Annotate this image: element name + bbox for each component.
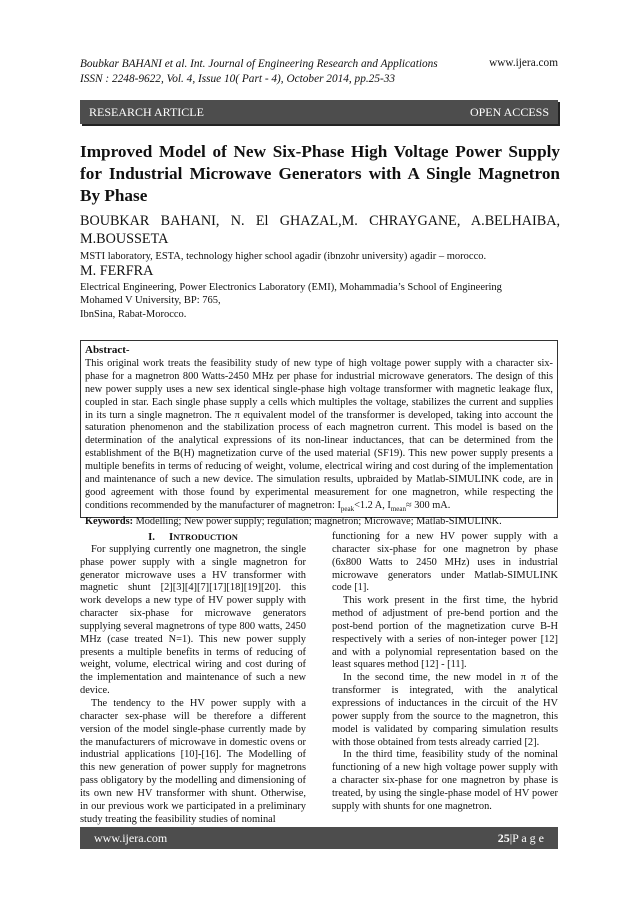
page-footer [80,827,558,849]
section-heading-introduction [80,531,306,544]
section-title-initial: I [169,531,174,543]
affiliation-2 [80,281,560,321]
header-website-link[interactable]: www.ijera.com [489,57,558,69]
author-list-1: BOUBKAR BAHANI, N. El GHAZAL,M. CHRAYGANE, A.BELHAIBA, M.BOUSSETA [80,213,560,247]
abstract-text-end: ≈ 300 mA. [406,499,451,511]
keywords-label: Keywords: [85,515,134,527]
abstract-box [80,340,558,527]
paper-title: Improved Model of New Six-Phase High Voltage Power Supply for Industrial Microwave Generators with A Single Magnetron By Phase [80,142,560,205]
affiliation-2-line-3: IbnSina, Rabat-Morocco. [80,308,187,320]
page-label: |P a g e [509,830,544,845]
abstract-heading: Abstract- [85,344,130,356]
right-column [332,531,558,814]
abstract-text: This original work treats the feasibility study of new type of high voltage power supply with a character six-phase for a magnetron 800 Watts-2450 MHz per phase for industrial microwave generators. The design of this new power supply uses a new sex identical single-phase high voltage transformer with magnetic leakage flux, coupled in star. Each single phase supply a cells which multiples the voltage, stabilizes the current and supplies in its turn a single magnetron. The π equivalent model of the transformer is developed, taking into account the saturation phenomenon and the stabilization process of each magnetron current. This model is based on the determination of the analytical expressions of its non-linear inductances, that can be determined from the establishment of the B(H) magnetization curve of the used material (SF19). This new power supply presents a multiple benefits in terms of reducing of weight, volume, electrical wiring and cost during of the implementation and maintenance of such a new device. The simulation results, upbraided by Matlab-SIMULINK code, are in good agreement with those found by experimental measurement for one magnetron, while respecting the conditions recommended by the manufacturer of magnetron: I [85,357,553,511]
keywords-line [85,516,553,529]
paragraph: functioning for a new HV power supply with a character six-phase for one magnetron by phase (6x800 Watts to 2450 MHz) uses in industrial microwave generators under Matlab-SIMULINK code [1]. [332,531,558,594]
open-access-label: OPEN ACCESS [469,104,549,119]
article-type-banner [80,100,558,124]
paragraph: This work present in the first time, the hybrid method of adjustment of pre-bend portion and the post-bend portion of the magnetization curve B-H respectively with a series of non-integer power [12] and with a polynomial representation based on the least squares method [12] - [11]. [332,595,558,671]
section-number: I. [148,531,155,543]
section-title-rest: NTRODUCTION [173,532,238,542]
affiliation-2-line-1: Electrical Engineering, Power Electronics Laboratory (EMI), Mohammadia’s School of Engineering [80,282,502,293]
left-column [80,531,306,826]
author-list-2: M. FERFRA [80,263,154,279]
subscript-peak: peak [340,504,355,513]
subscript-mean: mean [390,504,406,513]
research-article-label: RESEARCH ARTICLE [89,104,204,119]
affiliation-2-line-2: Mohamed V University, BP: 765, [80,295,221,307]
abstract-body [85,358,553,516]
paragraph: The tendency to the HV power supply with a character sex-phase will be therefore a different version of the model single-phase currently made by the manufacturers of microwave in domestic ovens or industrial applications [10]-[16]. The Modelling of this new generation of power supply for magnetrons pass obligatory by the modelling and dimensioning of its own new HV transformer with shunt. Otherwise, in our previous work we participated in a preliminary study treating the feasibility studies of nominal [80,697,306,825]
citation-line-2: ISSN : 2248-9622, Vol. 4, Issue 10( Part - 4), October 2014, pp.25-33 [80,73,396,85]
page-number: 25 [497,830,510,845]
keywords-text: Modelling; New power supply; regulation; magnetron; Microwave; Matlab-SIMULINK. [133,515,502,527]
paragraph: For supplying currently one magnetron, the single phase power supply with a single magnetron for generator microwave uses a HV transformer with magnetic shunt [2][3][4][7][17][18][19][20]. this work develops a new type of HV power supply with character six-phase for microwave generators supplying several magnetrons of type 800 watts, 2450 MHz (case treated N=1). This new power supply presents a multiple benefits in terms of reducing of weight, volume, electrical wiring and cost during of the implementation and maintenance of such a new device. [80,543,306,697]
page-indicator [498,831,544,846]
journal-citation [80,57,438,87]
paragraph: In the third time, feasibility study of the nominal functioning of a new high voltage power supply with a character six-phase for one magnetron by phase is treated, by using the single-phase model of HV power supply with shunts for one magnetron. [332,749,558,812]
citation-line-1: Boubkar BAHANI et al. Int. Journal of Engineering Research and Applications [80,58,438,70]
affiliation-1: MSTI laboratory, ESTA, technology higher school agadir (ibnzohr university) agadir – morocco. [80,251,487,262]
footer-website-link[interactable]: www.ijera.com [94,830,168,845]
paragraph: In the second time, the new model in π of the transformer is integrated, with the analytical expressions of inductances in the circuit of the HV power supply from the source to the magnetron, this model is validated by comparing simulation results with those obtained from tests already carried [2]. [332,672,558,748]
abstract-text-mid: <1.2 A, I [354,499,391,511]
